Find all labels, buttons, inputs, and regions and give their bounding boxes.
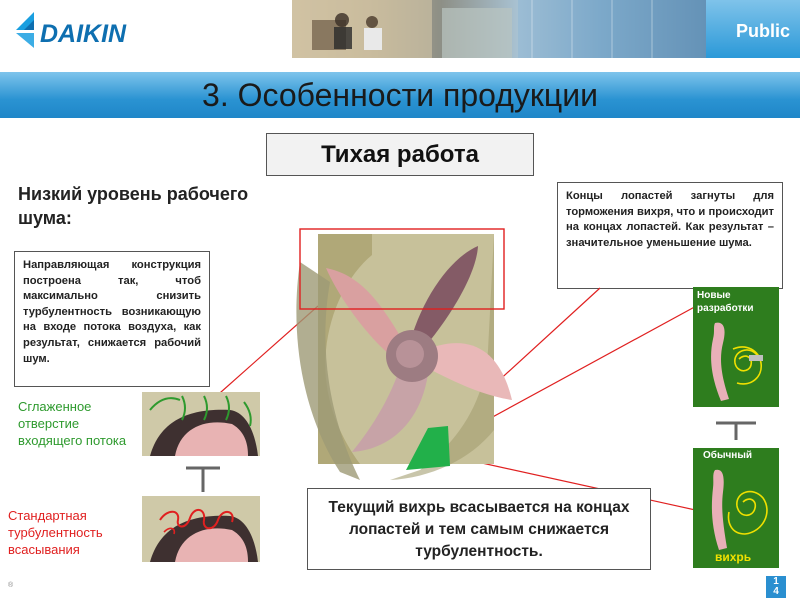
- standard-turbulence-label: Стандартная турбулентность всасывания: [8, 508, 103, 557]
- standard-turbulence-image: [142, 496, 260, 562]
- vortex-explanation: Текущий вихрь всасывается на концах лопастей и тем самым снижается турбулентность.: [307, 488, 651, 570]
- page-number: [766, 576, 786, 598]
- new-design-panel: [693, 287, 779, 407]
- smooth-inlet-label: Сглаженное отверстие входящего потока: [18, 399, 127, 448]
- comparison-connector: [186, 468, 220, 492]
- subtitle-box: Тихая работа: [266, 133, 534, 176]
- smooth-inlet-image: [142, 392, 260, 456]
- guide-structure-text: Направляющая конструкция построена так, чтоб максимально снизить турбулентность возникающую на входе потока воздуха, как результат, снижается рабочий шум.: [14, 251, 210, 387]
- blade-tips-text: Концы лопастей загнуты для торможения вихря, что и происходит на концах лопастей. Как результат – значительное уменьшение шума.: [557, 182, 783, 289]
- conventional-label: Обычный: [703, 450, 753, 461]
- page-number-digit-1: 1: [773, 576, 779, 587]
- logo-text: DAIKIN: [40, 20, 127, 48]
- page-title: 3. Особенности продукции: [202, 77, 598, 113]
- panel-connector: [716, 423, 756, 440]
- conventional-panel: [693, 448, 779, 568]
- vortex-label: вихрь: [715, 550, 752, 564]
- conventional-vortex-diagram: [693, 462, 779, 552]
- page-number-digit-2: 4: [773, 586, 779, 597]
- new-design-label: Новые разработки: [697, 290, 754, 314]
- fan-image: [296, 229, 512, 480]
- low-noise-heading: Низкий уровень рабочего шума:: [18, 184, 249, 228]
- new-design-vortex-diagram: [693, 313, 779, 407]
- public-badge-text: Public: [735, 21, 790, 41]
- footnote-mark: ®: [8, 582, 14, 589]
